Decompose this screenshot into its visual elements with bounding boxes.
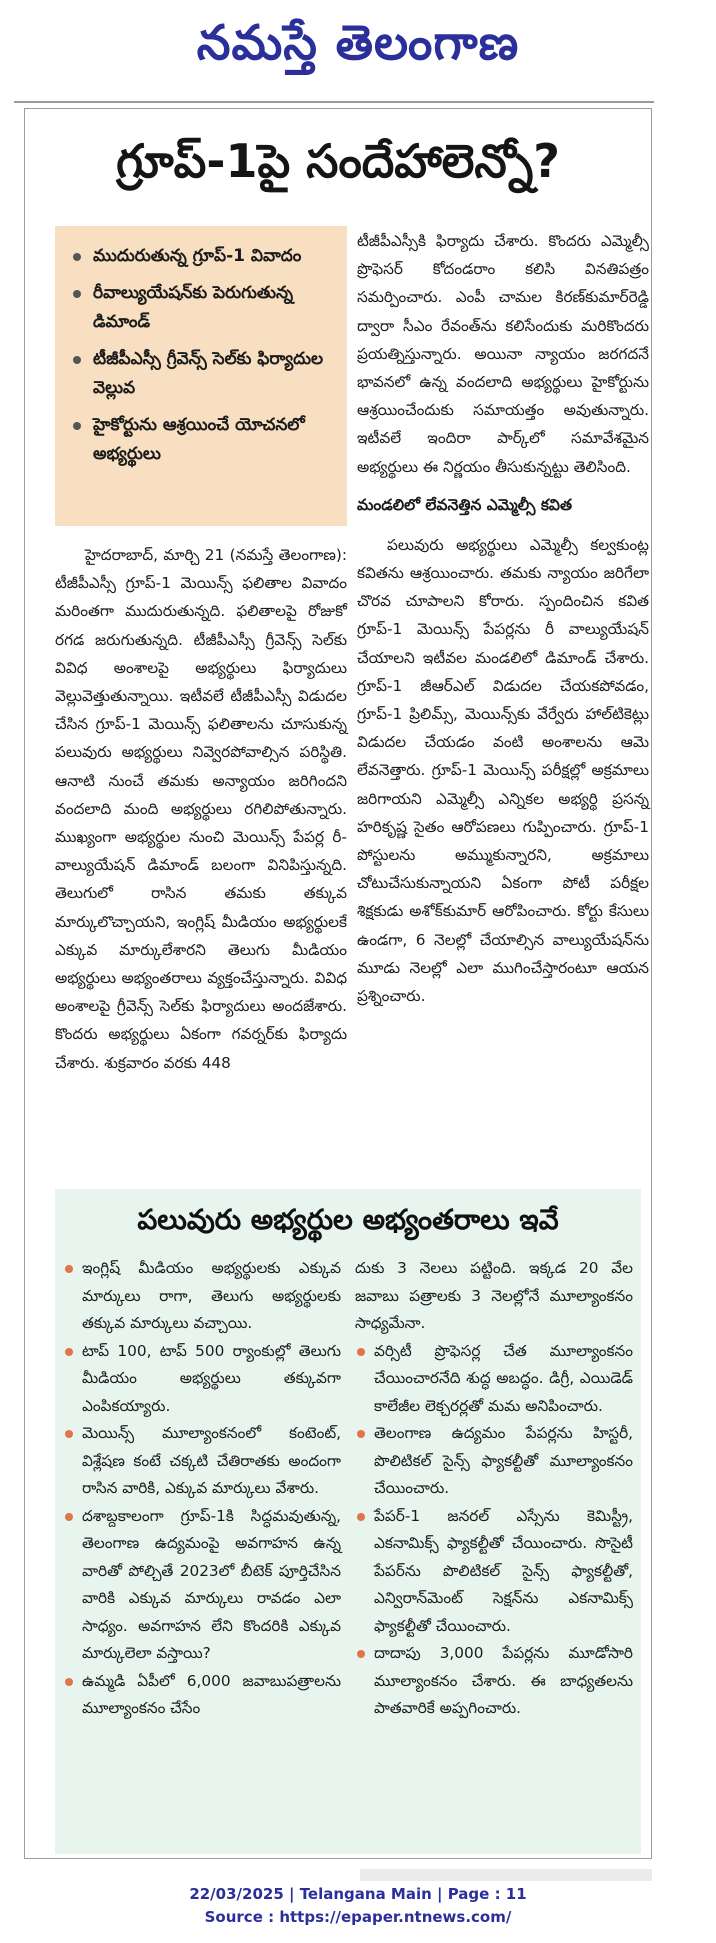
objection-text: తెలంగాణ ఉద్యమం పేపర్లను హిస్టరీ, పొలిటికల్ సైన్స్ ఫ్యాకల్టీతో మూల్యాంకనం చేయించారు. (374, 1424, 633, 1497)
bullet-icon (65, 1265, 73, 1273)
objection-item (63, 1338, 341, 1421)
article-subheading: మండలిలో లేవనెత్తిన ఎమ్మెల్సీ కవిత (357, 495, 573, 514)
article-paragraph: హైదరాబాద్, మార్చి 21 (నమస్తే తెలంగాణ): టీజీపీఎస్సీ గ్రూప్-1 మెయిన్స్ ఫలితాల వివాదం మరింతగా ముదురుతున్నది. ఫలితాలపై రోజుకో రగడ జరుగుతున్నది. టీజీపీఎస్సీ గ్రీవెన్స్ సెల్‌కు వివిధ అంశాలపై అభ్యర్థులు ఫిర్యాదులు వెల్లువెత్తుతున్నాయి. ఇటీవలే టీజీపీఎస్సీ విడుదల చేసిన గ్రూప్-1 మెయిన్స్ ఫలితాలను చూసుకున్న పలువురు అభ్యర్థులు నివ్వెరపోవాల్సిన పరిస్థితి. ఆనాటి నుంచే తమకు అన్యాయం జరిగిందని వందలాది మంది అభ్యర్థులు రగిలిపోతున్నారు. ముఖ్యంగా అభ్యర్థుల నుంచి మెయిన్స్ పేపర్ల రీ-వాల్యుయేషన్ డిమాండ్ బలంగా వినిపిస్తున్నది. తెలుగులో రాసిన తమకు తక్కువ మార్కులొచ్చాయని, ఇంగ్లిష్ మీడియం అభ్యర్థులకే ఎక్కువ మార్కులేశారని తెలుగు మీడియం అభ్యర్థులు అభ్యంతరాలు వ్యక్తంచేస్తున్నారు. వివిధ అంశాలపై గ్రీవెన్స్ సెల్‌కు ఫిర్యాదులు అందజేశారు. కొందరు అభ్యర్థులు ఏకంగా గవర్నర్‌కు ఫిర్యాదు చేశారు. శుక్రవారం వరకు 448 (55, 546, 347, 1072)
objection-text: దశాబ్దకాలంగా గ్రూప్-1కి సిద్ధమవుతున్న, తెలంగాణ ఉద్యమంపై అవగాహన ఉన్న వారితో పోల్చితే 2023లో బీటెక్ పూర్తిచేసిన వారికి ఎక్కువ మార్కులు రావడం ఎలా సాధ్యం. అవగాహన లేని కొందరికి ఎక్కువ మార్కులెలా వస్తాయి? (82, 1506, 341, 1662)
article-paragraph: టీజీపీఎస్సీకి ఫిర్యాదు చేశారు. కొందరు ఎమ్మెల్సీ ప్రొఫెసర్ కోదండరాం కలిసి వినతిపత్రం సమర్పించారు. ఎంపీ చామల కిరణ్‌కుమార్‌రెడ్డి ద్వారా సీఎం రేవంత్‌ను కలిసేందుకు మరికొందరు ప్రయత్నిస్తున్నారు. అయినా న్యాయం జరగదనే భావనలో ఉన్న వందలాది అభ్యర్థులు హైకోర్టును ఆశ్రయించేందుకు సమాయత్తం అవుతున్నారు. ఇటీవలే ఇందిరా పార్క్‌లో సమావేశమైన అభ్యర్థులు ఈ నిర్ణయం తీసుకున్నట్టు తెలిసింది. (357, 232, 649, 476)
highlight-text: రీవాల్యుయేషన్‌కు పెరుగుతున్న డిమాండ్ (93, 283, 293, 332)
bullet-icon (73, 290, 81, 298)
highlight-item (69, 279, 339, 337)
highlight-item (69, 345, 339, 403)
article-paragraph: పలువురు అభ్యర్థులు ఎమ్మెల్సీ కల్వకుంట్ల కవితను ఆశ్రయించారు. తమకు న్యాయం జరిగేలా చొరవ చూపాలని కోరారు. స్పందించిన కవిత గ్రూప్-1 మెయిన్స్ పేపర్లను రీ వాల్యుయేషన్ చేయాలని ఇటీవల మండలిలో డిమాండ్ చేశారు. గ్రూప్-1 జీఆర్‌ఎల్ విడుదల చేయకపోవడం, గ్రూప్-1 ప్రిలిమ్స్, మెయిన్స్‌కు వేర్వేరు హాల్‌టికెట్లు విడుదల చేయడం వంటి అంశాలను ఆమె లేవనెత్తారు. గ్రూప్-1 మెయిన్స్ పరీక్షల్లో అక్రమాలు జరిగాయని ఎమ్మెల్సీ ఎన్నికల అభ్యర్థి ప్రసన్న హరికృష్ణ సైతం ఆరోపణలు గుప్పించారు. గ్రూప్-1 పోస్టులను అమ్ముకున్నారని, అక్రమాలు చోటుచేసుకున్నాయని ఏకంగా పోటీ పరీక్షల శిక్షకుడు అశోక్‌కుమార్ ఆరోపించారు. కోర్టు కేసులు ఉండగా, 6 నెలల్లో చేయాల్సిన వాల్యుయేషన్‌ను మూడు నెలల్లో ఎలా ముగించేస్తారంటూ ఆయన ప్రశ్నించారు. (357, 535, 649, 1006)
objections-column-2 (355, 1255, 633, 1723)
objection-item (63, 1420, 341, 1503)
bullet-icon (73, 356, 81, 364)
objection-item (63, 1255, 341, 1338)
bullet-icon (65, 1513, 73, 1521)
bullet-icon (73, 422, 81, 430)
highlights-box (55, 226, 347, 526)
objection-item (63, 1503, 341, 1668)
objection-item (355, 1420, 633, 1503)
objections-column-1 (63, 1255, 341, 1723)
objections-title: పలువురు అభ్యర్థుల అభ్యంతరాలు ఇవే (137, 1203, 559, 1236)
objection-text: ఉమ్మడి ఏపీలో 6,000 జవాబుపత్రాలను మూల్యాంకనం చేసేం (82, 1671, 341, 1717)
footer-bar (360, 1869, 652, 1881)
bullet-icon (65, 1348, 73, 1356)
bullet-icon (73, 253, 81, 261)
objection-item (63, 1668, 341, 1723)
objection-text: వర్సిటీ ప్రొఫెసర్ల చేత మూల్యాంకనం చేయించారనేది శుద్ధ అబద్ధం. డిగ్రీ, ఎయిడెడ్ కాలేజీల లెక్చరర్లతో మమ అనిపించారు. (374, 1341, 633, 1415)
objection-item (355, 1338, 633, 1421)
objections-box (55, 1189, 641, 1854)
bullet-icon (357, 1430, 365, 1438)
bullet-icon (65, 1678, 73, 1686)
bullet-icon (357, 1348, 365, 1356)
footer-source-link[interactable]: Source : https://epaper.ntnews.com/ (204, 1908, 512, 1926)
bullet-icon (357, 1513, 365, 1521)
article-column-1 (55, 541, 347, 1077)
objection-item (355, 1503, 633, 1641)
headline: గ్రూప్-1పై సందేహాలెన్నో? (116, 134, 560, 188)
masthead-divider (14, 101, 654, 103)
objection-text: టాప్ 100, టాప్ 500 ర్యాంకుల్లో తెలుగు మీడియం అభ్యర్థులు తక్కువగా ఎంపికయ్యారు. (82, 1341, 341, 1415)
highlight-item (69, 411, 339, 469)
objection-text: ఇంగ్లిష్ మీడియం అభ్యర్థులకు ఎక్కువ మార్కులు రాగా, తెలుగు అభ్యర్థులకు తక్కువ మార్కులు వచ్చాయి. (82, 1259, 341, 1332)
highlight-text: ముదురుతున్న గ్రూప్-1 వివాదం (93, 246, 302, 266)
masthead-logo: నమస్తే తెలంగాణ (196, 15, 520, 71)
bullet-icon (357, 1650, 365, 1658)
objection-text: పేపర్-1 జనరల్ ఎస్సేను కెమిస్ట్రీ, ఎకనామిక్స్ ఫ్యాకల్టీతో చేయించారు. సొసైటీ పేపర్‌ను పొలిటికల్ సైన్స్ ఫ్యాకల్టీతో, ఎన్విరాన్‌మెంట్ సెక్షన్‌ను ఎకనామిక్స్ ఫ్యాకల్టీతో చేయించారు. (374, 1506, 633, 1635)
objection-text: మెయిన్స్ మూల్యాంకనంలో కంటెంట్, విశ్లేషణ కంటే చక్కటి చేతిరాతకు అందంగా రాసిన వారికి, ఎక్కువ మార్కులు వేశారు. (82, 1424, 341, 1497)
objection-text: దాదాపు 3,000 పేపర్లను మూడోసారి మూల్యాంకనం చేశారు. ఈ బాధ్యతలను పాతవారికే అప్పగించారు. (374, 1644, 633, 1717)
article-column-2 (357, 227, 649, 1010)
footer-date-line: 22/03/2025 | Telangana Main | Page : 11 (189, 1885, 527, 1903)
bullet-icon (65, 1430, 73, 1438)
news-clipping (24, 108, 652, 1859)
objection-continuation: దుకు 3 నెలలు పట్టింది. ఇక్కడ 20 వేల జవాబు పత్రాలకు 3 నెలల్లోనే మూల్యాంకనం సాధ్యమేనా. (355, 1259, 633, 1332)
highlight-item (69, 242, 339, 271)
highlight-text: హైకోర్టును ఆశ్రయించే యోచనలో అభ్యర్థులు (93, 415, 305, 464)
objection-item (355, 1640, 633, 1723)
highlight-text: టీజీపీఎస్సీ గ్రీవెన్స్ సెల్‌కు ఫిర్యాదుల వెల్లువ (93, 349, 324, 398)
